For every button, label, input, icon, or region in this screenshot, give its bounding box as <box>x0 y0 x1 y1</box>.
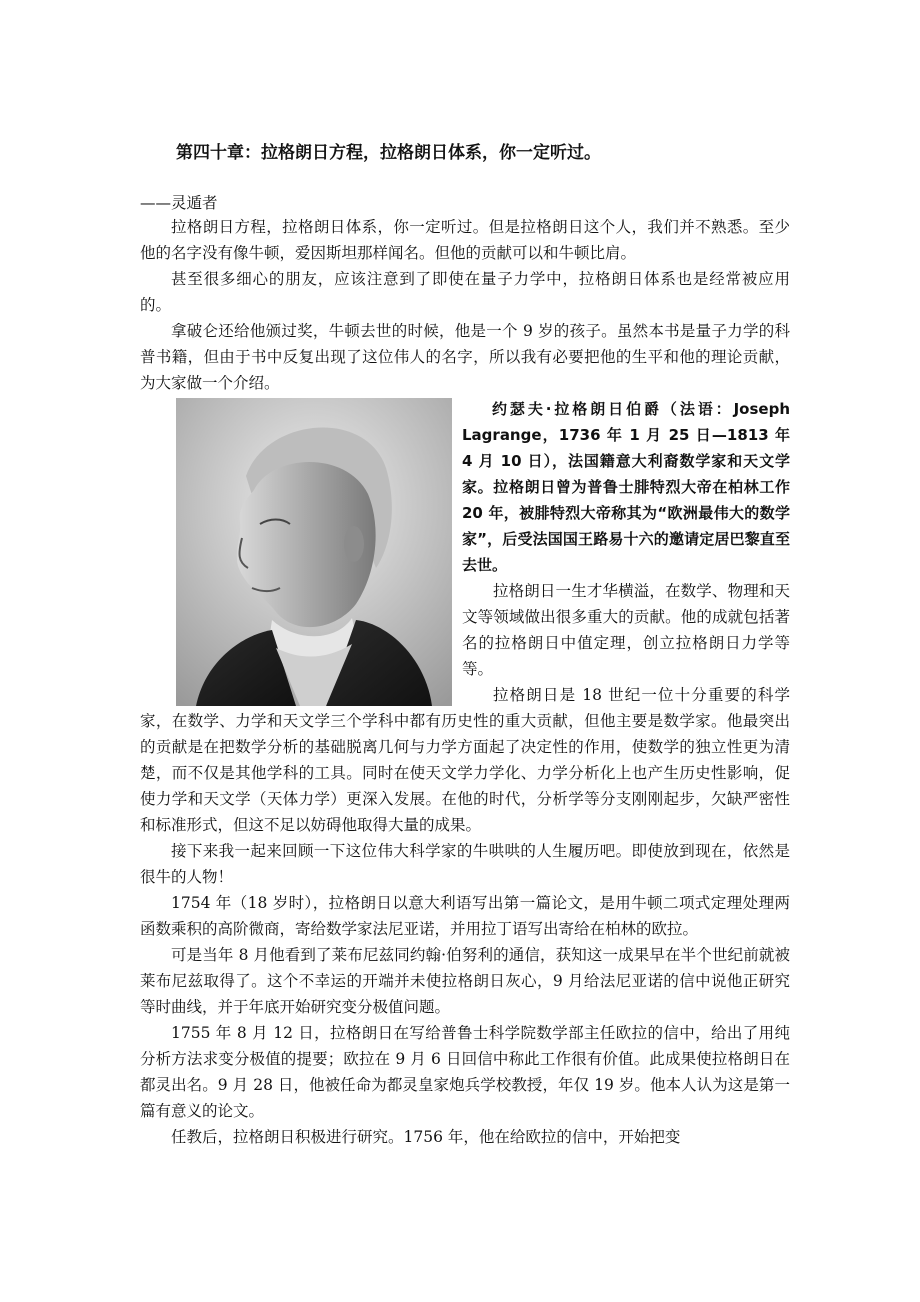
lagrange-portrait <box>176 398 452 706</box>
paragraph-teaching: 任教后，拉格朗日积极进行研究。1756 年，他在给欧拉的信中，开始把变 <box>171 1128 681 1146</box>
paragraph-quantum: 甚至很多细心的朋友，应该注意到了即使在量子力学中，拉格朗日体系也是经常被应用的。 <box>140 270 790 314</box>
author-line: ——灵遁者 <box>140 194 218 212</box>
paragraph-talent: 拉格朗日一生才华横溢，在数学、物理和天文等领域做出很多重大的贡献。他的成就包括著名的拉格朗日中值定理，创立拉格朗日力学等等。 <box>462 582 790 678</box>
paragraph-review: 接下来我一起来回顾一下这位伟大科学家的牛哄哄的人生履历吧。即使放到现在，依然是很牛的人物！ <box>140 842 790 886</box>
article-body <box>140 214 790 1150</box>
chapter-title: 第四十章：拉格朗日方程，拉格朗日体系，你一定听过。 <box>176 143 601 163</box>
paragraph-contributions: 拉格朗日是 18 世纪一位十分重要的科学家，在数学、力学和天文学三个学科中都有历史性的重大贡献，但他主要是数学家。他最突出的贡献是在把数学分析的基础脱离几何与力学方面起了决定性的作用，使数学的独立性更为清楚，而不仅是其他学科的工具。同时在使天文学力学化、力学分析化上也产生历史性影响，促使力学和天文学（天体力学）更深入发展。在他的时代，分析学等分支刚刚起步，欠缺严密性和标准形式，但这不足以妨碍他取得大量的成果。 <box>140 686 790 834</box>
biography-paragraph: 约瑟夫·拉格朗日伯爵（法语：Joseph Lagrange，1736 年 1 月 25 日—1813 年 4 月 10 日），法国籍意大利裔数学家和天文学家。拉格朗日曾为普鲁士腓特烈大帝在柏林工作 20 年，被腓特烈大帝称其为“欧洲最伟大的数学家”，后受法国国王路易十六的邀请定居巴黎直至去世。 <box>462 400 790 574</box>
paragraph-napoleon: 拿破仑还给他颁过奖，牛顿去世的时候，他是一个 9 岁的孩子。虽然本书是量子力学的科普书籍，但由于书中反复出现了这位伟人的名字，所以我有必要把他的生平和他的理论贡献，为大家做一个介绍。 <box>140 322 790 392</box>
portrait-engraving-icon <box>176 398 452 706</box>
paragraph-1754: 1754 年（18 岁时），拉格朗日以意大利语写出第一篇论文，是用牛顿二项式定理处理两函数乘积的高阶微商，寄给数学家法尼亚诺，并用拉丁语写出寄给在柏林的欧拉。 <box>140 894 790 938</box>
paragraph-1755: 1755 年 8 月 12 日，拉格朗日在写给普鲁士科学院数学部主任欧拉的信中，给出了用纯分析方法求变分极值的提要；欧拉在 9 月 6 日回信中称此工作很有价值。此成果使拉格朗日在都灵出名。9 月 28 日，他被任命为都灵皇家炮兵学校教授，年仅 19 岁。他本人认为这是第一篇有意义的论文。 <box>140 1024 790 1120</box>
paragraph-intro: 拉格朗日方程，拉格朗日体系，你一定听过。但是拉格朗日这个人，我们并不熟悉。至少他的名字没有像牛顿，爱因斯坦那样闻名。但他的贡献可以和牛顿比肩。 <box>140 218 790 262</box>
paragraph-august: 可是当年 8 月他看到了莱布尼兹同约翰·伯努利的通信，获知这一成果早在半个世纪前就被莱布尼兹取得了。这个不幸运的开端并未使拉格朗日灰心，9 月给法尼亚诺的信中说他正研究等时曲线，并于年底开始研究变分极值问题。 <box>140 946 790 1016</box>
